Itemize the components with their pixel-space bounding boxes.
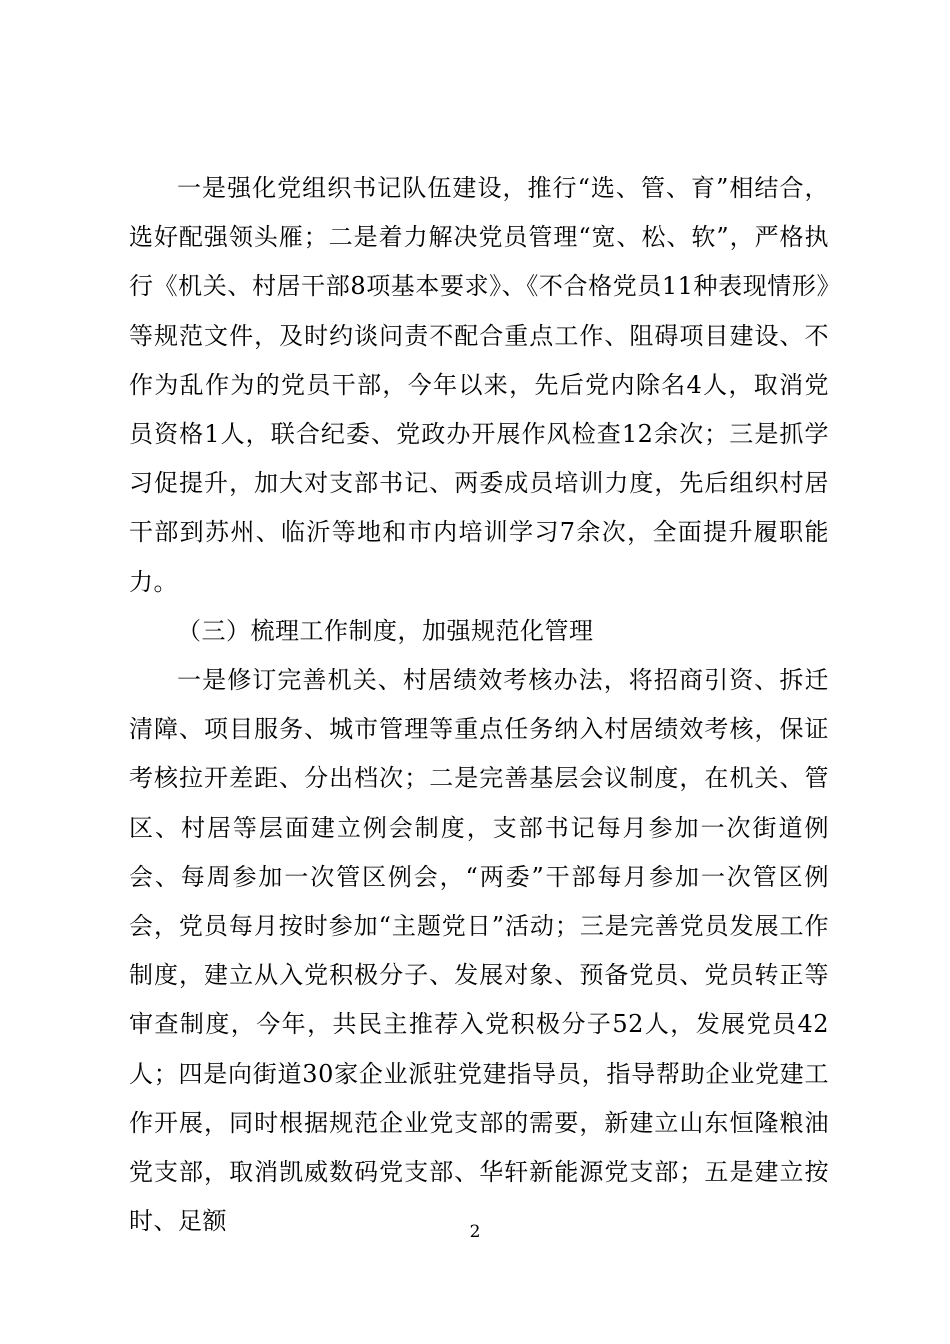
page-number: 2	[469, 1222, 481, 1242]
paragraph-work-system-measures: 一是修订完善机关、村居绩效考核办法，将招商引资、拆迁清障、项目服务、城市管理等重点任务纳入村居绩效考核，保证考核拉开差距、分出档次；二是完善基层会议制度，在机关、管区、村居等层面建立例会制度，支部书记每月参加一次街道例会、每周参加一次管区例会，“两委”干部每月参加一次管区例会，党员每月按时参加“主题党日”活动；三是完善党员发展工作制度，建立从入党积极分子、发展对象、预备党员、党员转正等审查制度，今年，共民主推荐入党积极分子52人，发展党员42人；四是向街道30家企业派驻党建指导员，指导帮助企业党建工作开展，同时根据规范企业党支部的需要，新建立山东恒隆粮油党支部，取消凯威数码党支部、华轩新能源党支部；五是建立按时、足额	[129, 666, 829, 1236]
paragraph-party-team-building: 一是强化党组织书记队伍建设，推行“选、管、育”相结合，选好配强领头雁；二是着力解决党员管理“宽、松、软”，严格执行《机关、村居干部8项基本要求》、《不合格党员11种表现情形》等规范文件，及时约谈问责不配合重点工作、阻碍项目建设、不作为乱作为的党员干部，今年以来，先后党内除名4人，取消党员资格1人，联合纪委、党政办开展作风检查12余次；三是抓学习促提升，加大对支部书记、两委成员培训力度，先后组织村居干部到苏州、临沂等地和市内培训学习7余次，全面提升履职能力。	[129, 174, 829, 596]
document-body	[129, 164, 829, 1246]
section-heading-work-system: （三）梳理工作制度，加强规范化管理	[177, 616, 594, 645]
